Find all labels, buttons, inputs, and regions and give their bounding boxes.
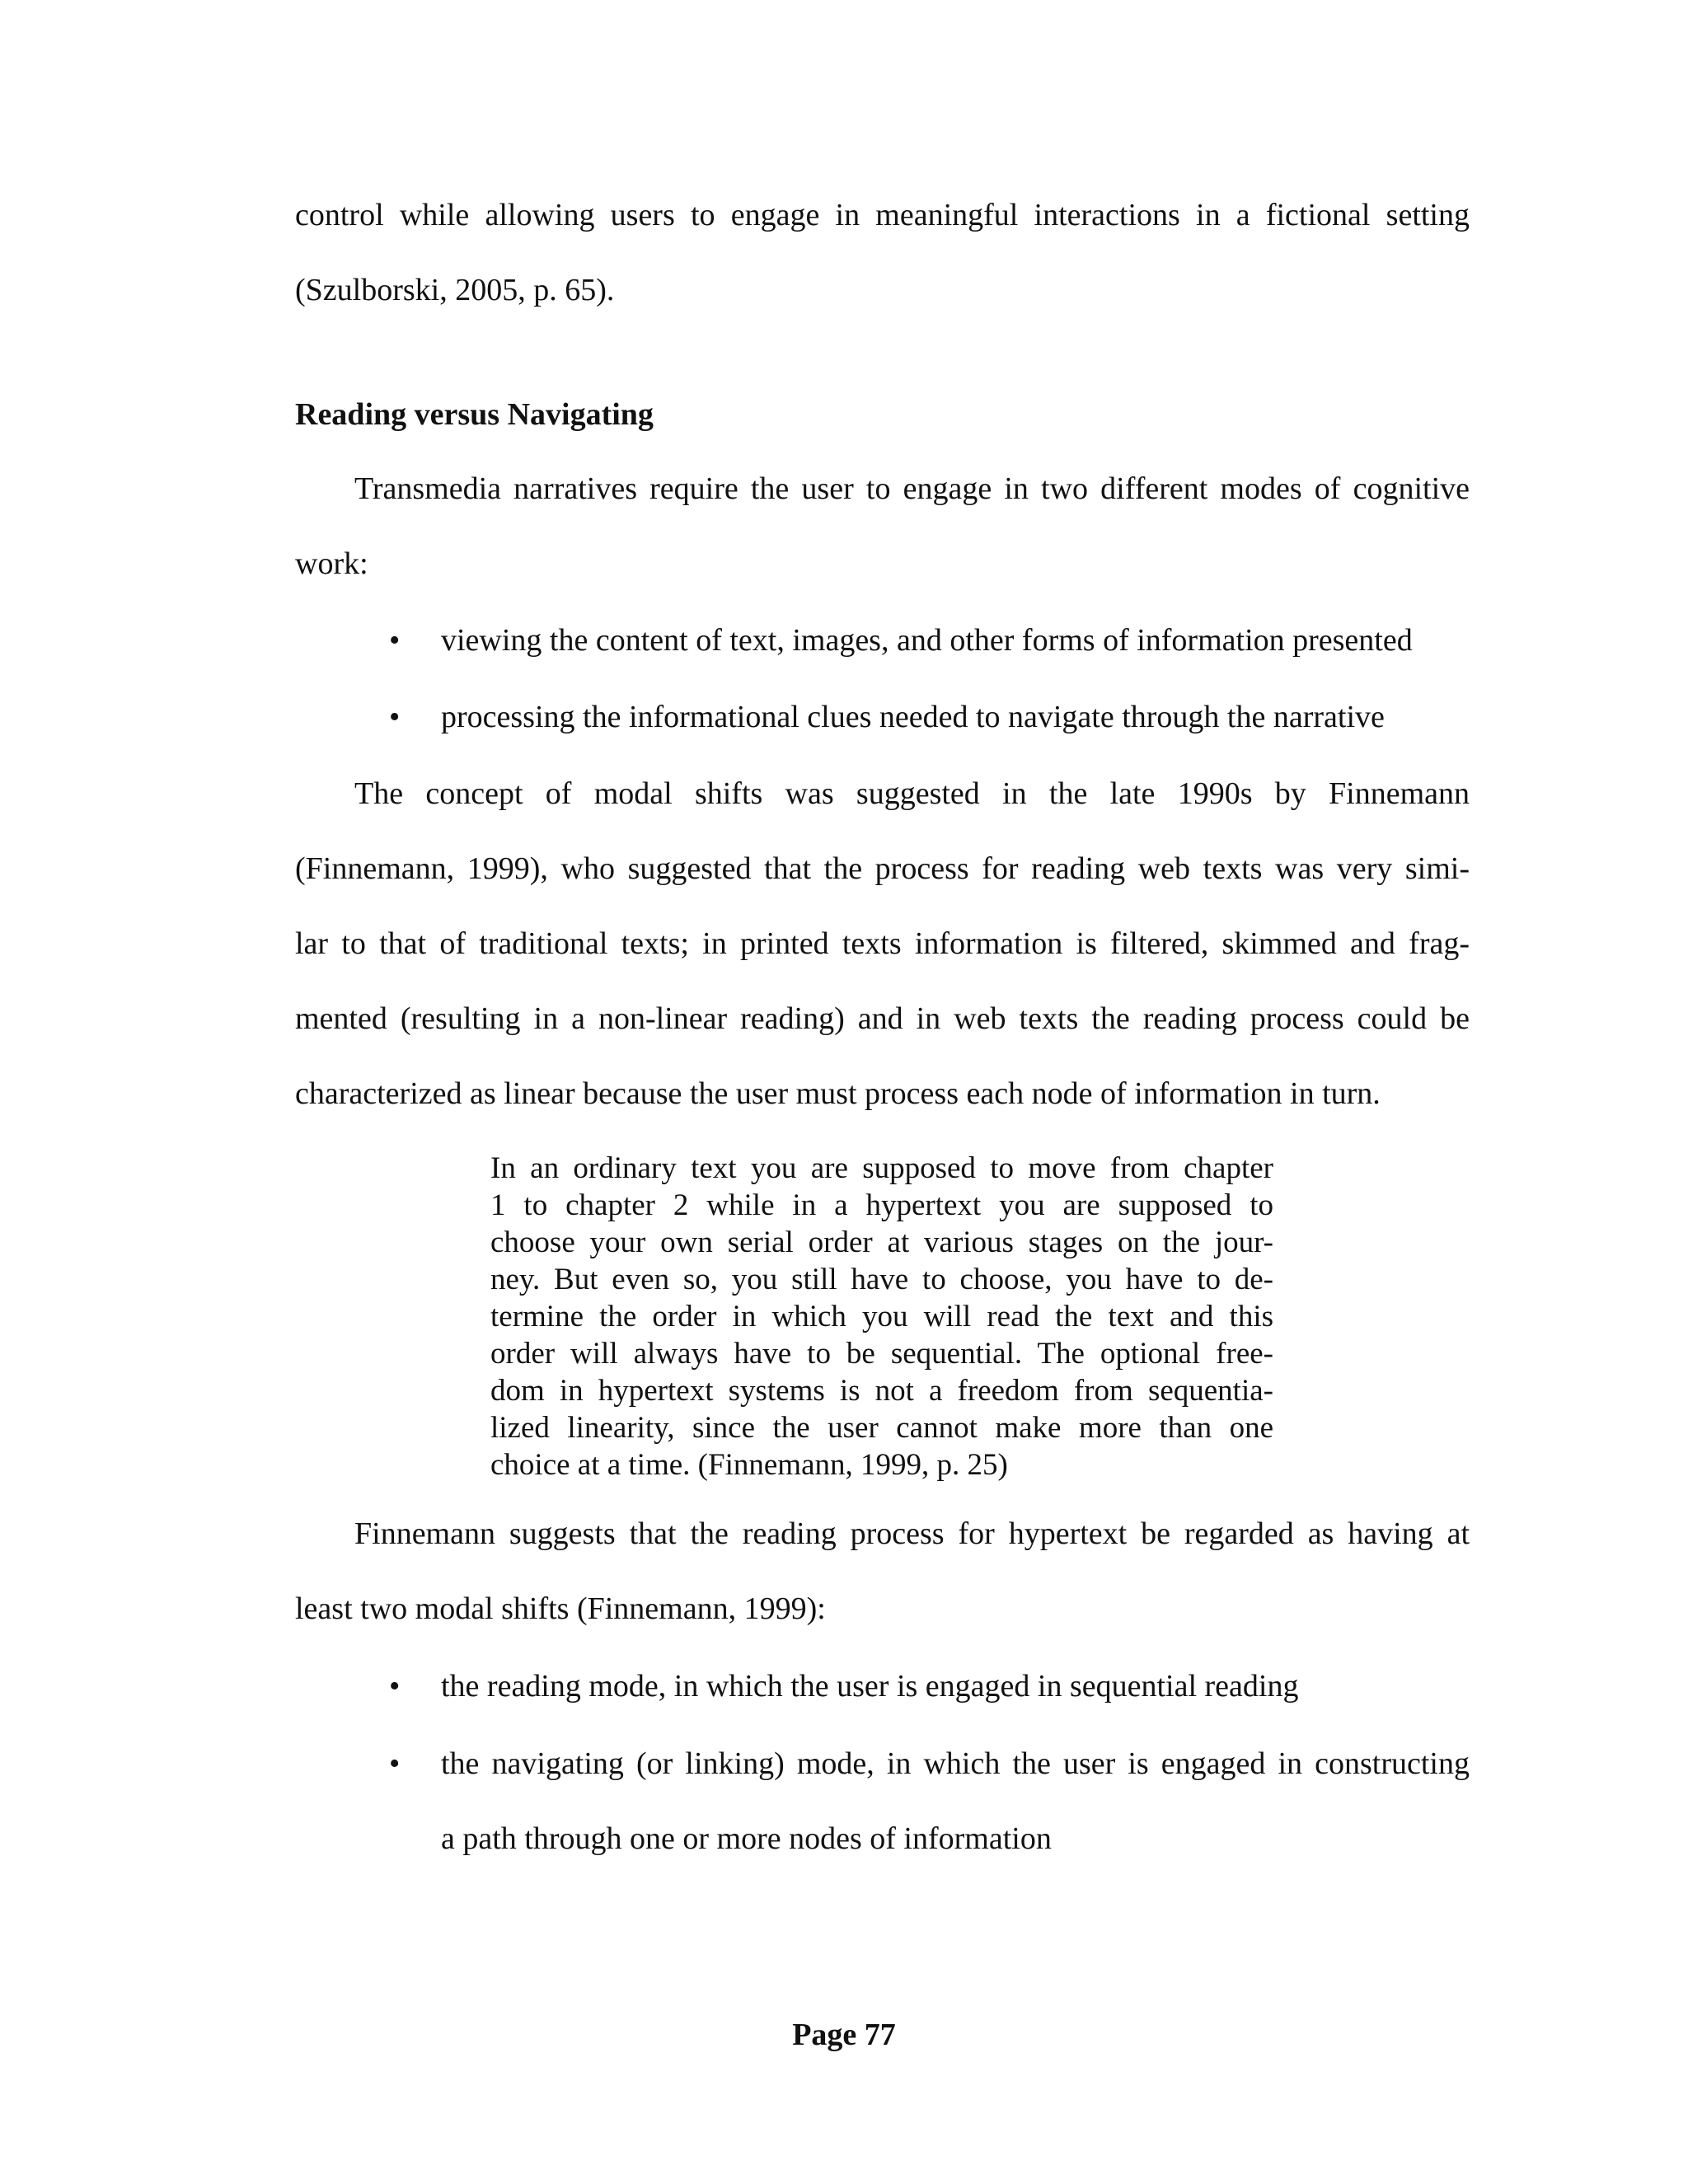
block-quote-line: ney. But even so, you still have to choose, you have to de- bbox=[490, 1263, 1273, 1296]
paragraph-4-line-2: least two modal shifts (Finnemann, 1999): bbox=[295, 1591, 826, 1626]
paragraph-3-line-4: mented (resulting in a non-linear reading) and in web texts the reading process could be bbox=[295, 1001, 1470, 1036]
block-quote-line: 1 to chapter 2 while in a hypertext you are supposed to bbox=[490, 1188, 1273, 1222]
bullet-item-navigating-mode-line-2: a path through one or more nodes of information bbox=[441, 1821, 1052, 1856]
paragraph-1-line-1: control while allowing users to engage in meaningful interactions in a fictional setting bbox=[295, 198, 1470, 232]
bullet-item-navigating-mode-line-1: the navigating (or linking) mode, in which the user is engaged in constructing bbox=[441, 1746, 1470, 1781]
page-number: Page 77 bbox=[792, 2018, 896, 2052]
section-heading: Reading versus Navigating bbox=[295, 397, 654, 432]
block-quote-line: lized linearity, since the user cannot make more than one bbox=[490, 1411, 1273, 1445]
block-quote-line: order will always have to be sequential. The optional free- bbox=[490, 1337, 1273, 1371]
block-quote-line: dom in hypertext systems is not a freedom from sequentia- bbox=[490, 1374, 1273, 1408]
bullet-item-reading-mode: the reading mode, in which the user is engaged in sequential reading bbox=[441, 1669, 1299, 1704]
paragraph-3-line-2: (Finnemann, 1999), who suggested that the process for reading web texts was very simi- bbox=[295, 851, 1470, 886]
paragraph-1-line-2: (Szulborski, 2005, p. 65). bbox=[295, 273, 615, 307]
paragraph-4-line-1: Finnemann suggests that the reading process for hypertext be regarded as having at bbox=[354, 1516, 1470, 1551]
block-quote-line: In an ordinary text you are supposed to move from chapter bbox=[490, 1151, 1273, 1185]
bullet-marker: • bbox=[389, 1669, 401, 1704]
bullet-marker: • bbox=[389, 623, 401, 658]
bullet-item-viewing: viewing the content of text, images, and other forms of information presented bbox=[441, 623, 1413, 658]
paragraph-3-line-1: The concept of modal shifts was suggested in the late 1990s by Finnemann bbox=[354, 776, 1470, 811]
bullet-marker: • bbox=[389, 700, 401, 734]
paragraph-2-line-2: work: bbox=[295, 546, 368, 581]
bullet-marker: • bbox=[389, 1746, 401, 1781]
paragraph-2-line-1: Transmedia narratives require the user to engage in two different modes of cognitive bbox=[354, 471, 1470, 506]
bullet-item-processing: processing the informational clues needed to navigate through the narrative bbox=[441, 700, 1385, 734]
block-quote-line: choice at a time. (Finnemann, 1999, p. 25) bbox=[490, 1448, 1008, 1482]
paragraph-3-line-3: lar to that of traditional texts; in printed texts information is filtered, skimmed and frag- bbox=[295, 926, 1470, 961]
paragraph-3-line-5: characterized as linear because the user must process each node of information in turn. bbox=[295, 1076, 1381, 1111]
block-quote-line: termine the order in which you will read the text and this bbox=[490, 1300, 1273, 1333]
block-quote-line: choose your own serial order at various stages on the jour- bbox=[490, 1226, 1273, 1259]
